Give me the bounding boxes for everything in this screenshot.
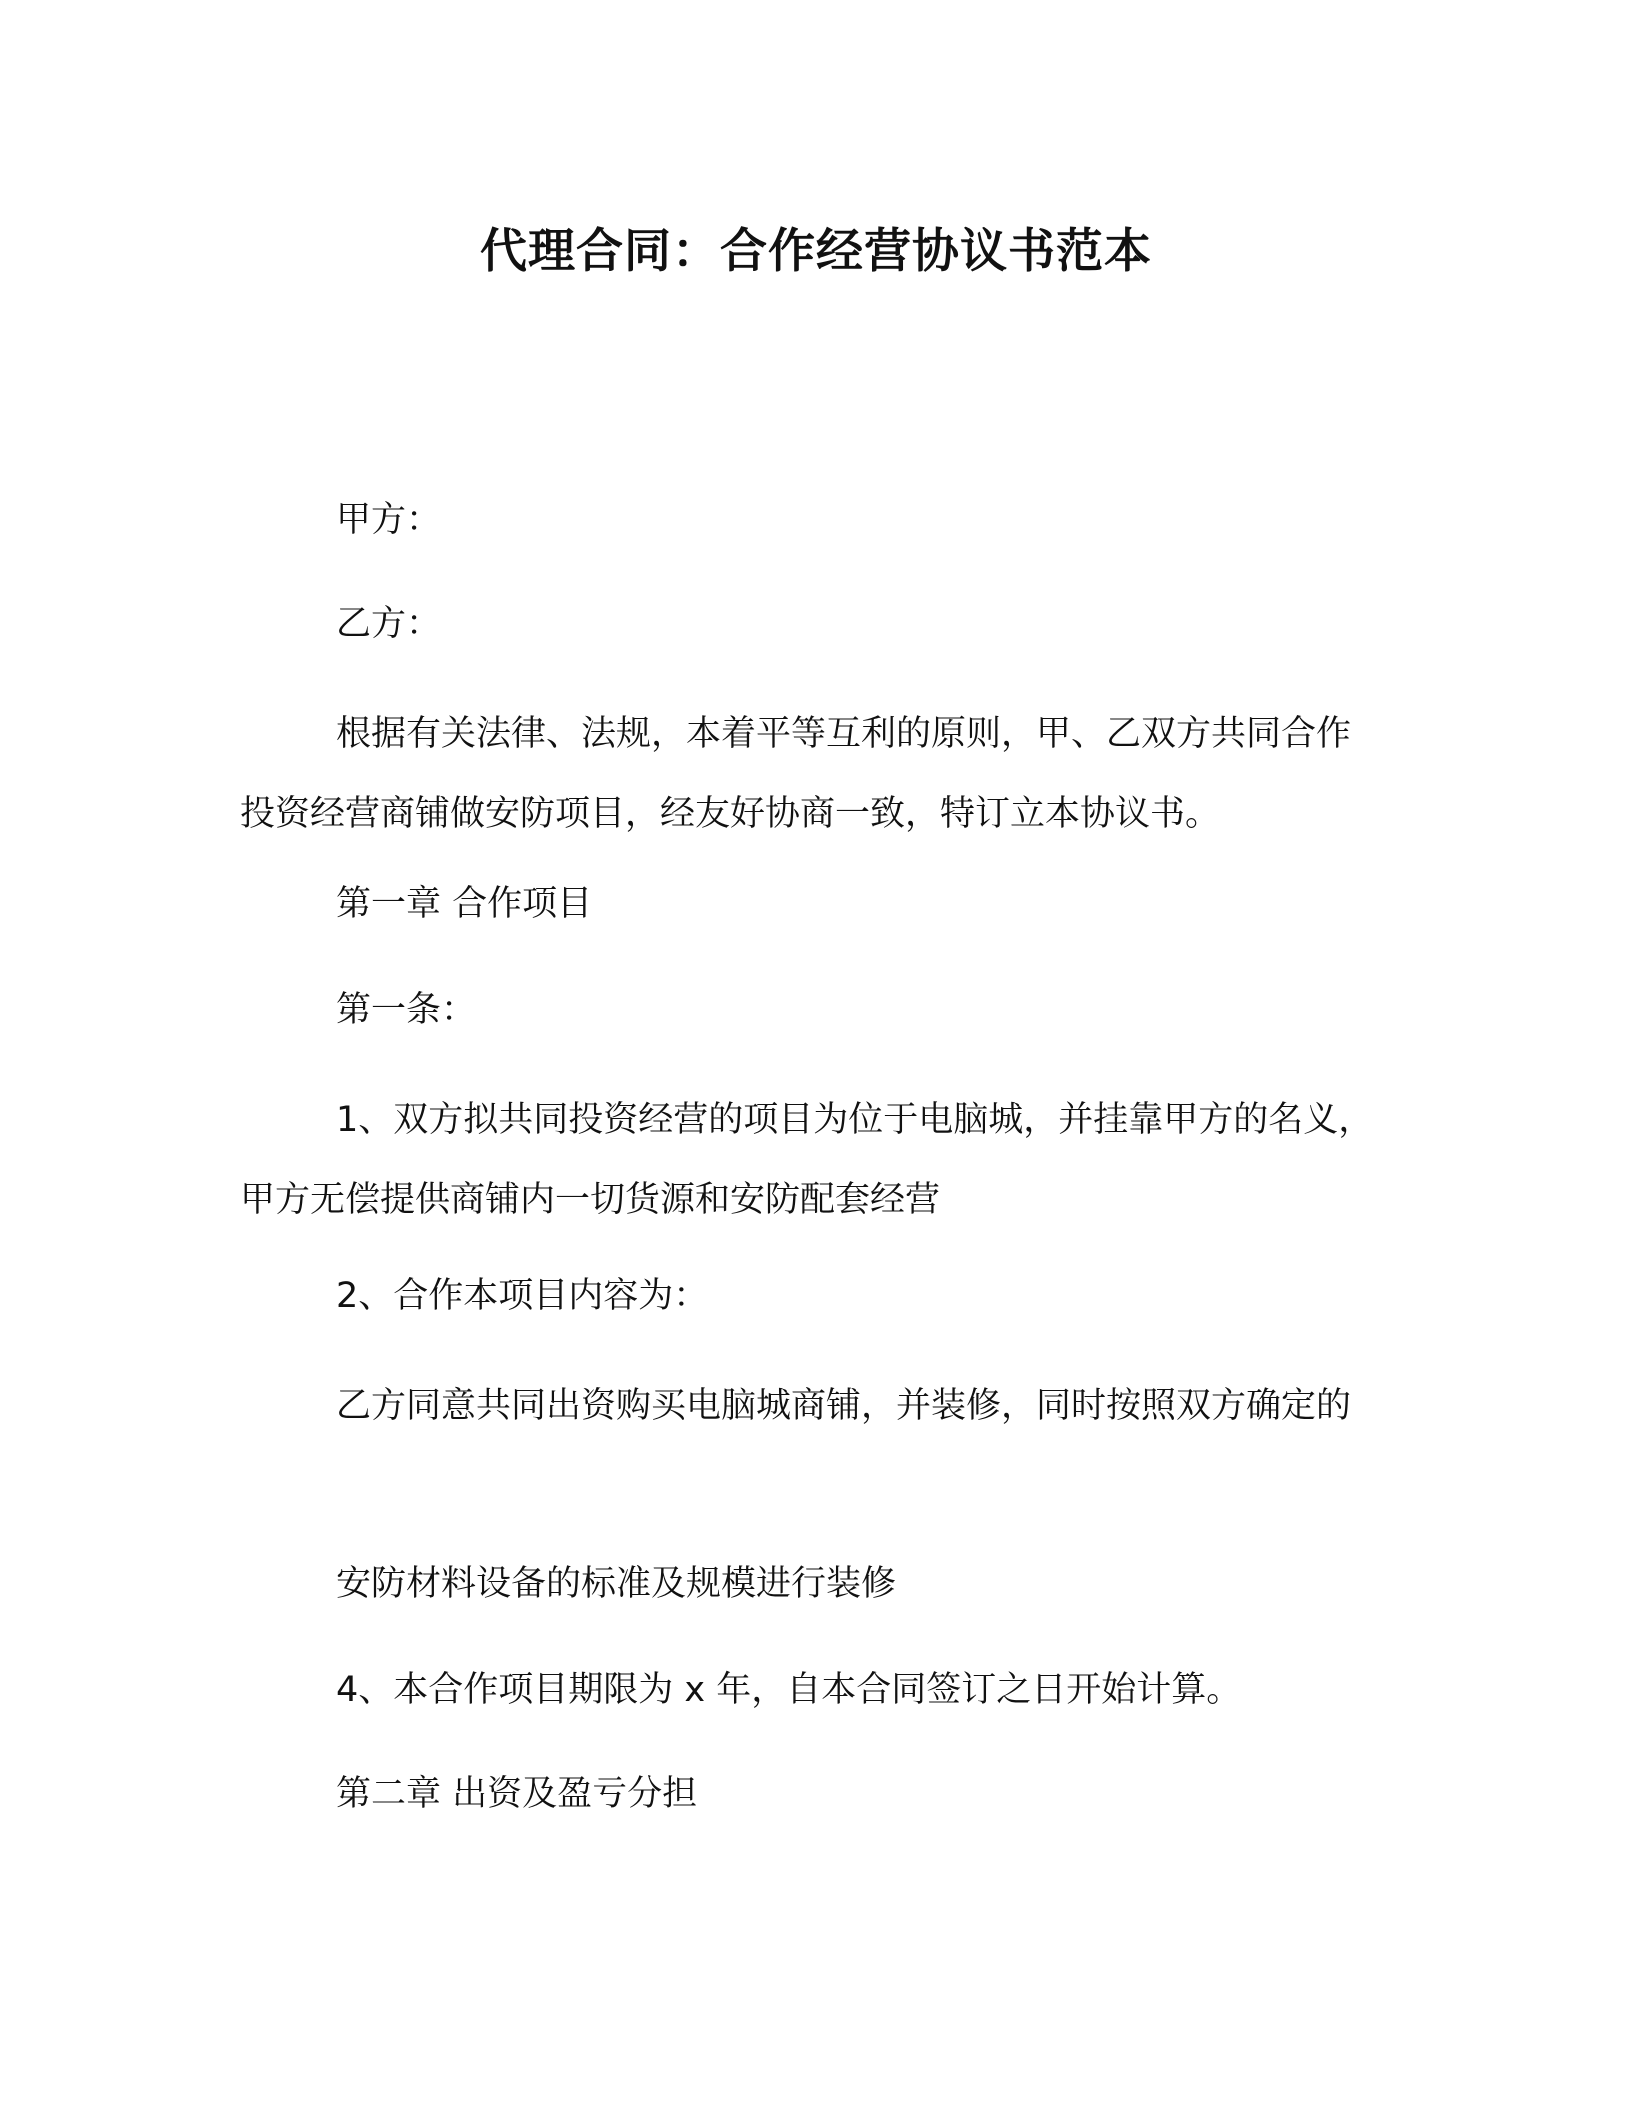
- item-2-detail-paragraph: 乙方同意共同出资购买电脑城商铺，并装修，同时按照双方确定的: [336, 1386, 1352, 1426]
- item-2-detail-continuation: 安防材料设备的标准及规模进行装修: [336, 1564, 897, 1604]
- item-2-heading: 2、合作本项目内容为：: [336, 1276, 709, 1316]
- chapter-2-heading: 第二章 出资及盈亏分担: [336, 1774, 698, 1814]
- preamble-paragraph: 根据有关法律、法规，本着平等互利的原则，甲、乙双方共同合作投资经营商铺做安防项目，经友好协商一致，特订立本协议书。: [240, 714, 1352, 834]
- party-b-label: 乙方：: [336, 604, 442, 644]
- party-a-label: 甲方：: [336, 500, 442, 540]
- item-1-paragraph: 1、双方拟共同投资经营的项目为位于电脑城，并挂靠甲方的名义，甲方无偿提供商铺内一切货源和安防配套经营: [240, 1100, 1374, 1220]
- article-1-heading: 第一条：: [336, 990, 477, 1030]
- chapter-1-heading: 第一章 合作项目: [336, 884, 593, 924]
- document-title: 代理合同：合作经营协议书范本: [480, 224, 1152, 279]
- item-4-paragraph: 4、本合作项目期限为 x 年，自本合同签订之日开始计算。: [336, 1670, 1242, 1710]
